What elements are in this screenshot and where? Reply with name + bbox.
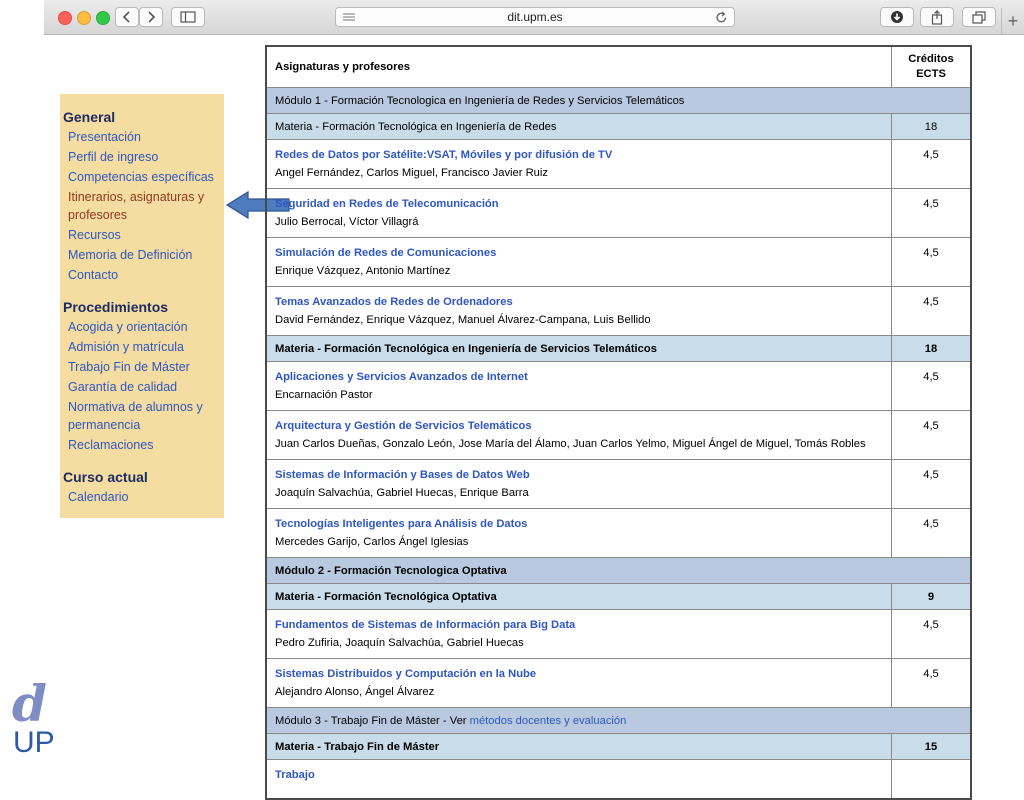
subject-credits: 4,5: [892, 610, 972, 659]
subject-cell: [266, 610, 892, 659]
subject-row: [266, 362, 971, 411]
subject-cell: [266, 362, 892, 411]
subject-professors: Juan Carlos Dueñas, Gonzalo León, Jose María del Álamo, Juan Carlos Yelmo, Miguel Ángel de Miguel, Tomás Robles: [275, 438, 866, 450]
subject-professors: Mercedes Garijo, Carlos Ángel Iglesias: [275, 536, 469, 548]
zoom-window-button[interactable]: [96, 11, 110, 25]
materia-credits: 18: [892, 336, 972, 362]
subject-link[interactable]: Aplicaciones y Servicios Avanzados de Internet: [275, 371, 528, 383]
subject-professors: Encarnación Pastor: [275, 389, 373, 401]
sidebar-item-memoria[interactable]: Memoria de Definición: [68, 248, 193, 262]
subject-link[interactable]: Arquitectura y Gestión de Servicios Telemáticos: [275, 420, 532, 432]
sidebar-item-normativa[interactable]: Normativa de alumnos y permanencia: [68, 400, 203, 432]
sidebar-heading-curso-actual: Curso actual: [63, 469, 148, 485]
sidebar-item-calendario[interactable]: Calendario: [68, 490, 129, 504]
materia-title: Materia - Formación Tecnológica en Ingeniería de Redes: [266, 114, 892, 140]
subject-credits: 4,5: [892, 411, 972, 460]
close-window-button[interactable]: [58, 11, 72, 25]
minimize-window-button[interactable]: [77, 11, 91, 25]
sidebar-item-presentacion[interactable]: Presentación: [68, 130, 141, 144]
subject-credits: 4,5: [892, 189, 972, 238]
subject-link[interactable]: Sistemas de Información y Bases de Datos Web: [275, 469, 530, 481]
module-text: Módulo 2 - Formación Tecnologica Optativa: [275, 564, 507, 577]
download-icon: [890, 10, 904, 24]
sidebar-item-itinerarios[interactable]: Itinerarios, asignaturas y profesores: [68, 190, 205, 222]
subject-professors: Alejandro Alonso, Ángel Álvarez: [275, 686, 435, 698]
subject-row: [266, 287, 971, 336]
sidebar-item-contacto[interactable]: Contacto: [68, 268, 119, 282]
subject-cell: [266, 140, 892, 189]
sidebar-heading-general: General: [63, 109, 116, 125]
materia-row: [266, 584, 971, 610]
subject-row: [266, 659, 971, 708]
back-icon: [122, 11, 132, 23]
subject-professors: Julio Berrocal, Víctor Villagrá: [275, 216, 419, 228]
subject-link[interactable]: Temas Avanzados de Redes de Ordenadores: [275, 296, 513, 308]
module-row: [266, 558, 971, 584]
subject-cell: [266, 460, 892, 509]
sidebar-item-competencias[interactable]: Competencias específicas: [68, 170, 214, 184]
sidebar-icon: [180, 11, 196, 23]
materia-credits: 18: [892, 114, 972, 140]
sidebar-item-recursos[interactable]: Recursos: [68, 228, 121, 242]
subject-row: [266, 140, 971, 189]
reload-icon[interactable]: [715, 11, 728, 24]
subject-row: [266, 238, 971, 287]
subject-credits: 4,5: [892, 460, 972, 509]
subject-cell: [266, 659, 892, 708]
subject-row: [266, 189, 971, 238]
subject-cell: [266, 189, 892, 238]
header-subjects: Asignaturas y profesores: [266, 46, 892, 88]
sidebar-item-admision[interactable]: Admisión y matrícula: [68, 340, 185, 354]
sidebar-toggle-button[interactable]: [171, 7, 205, 27]
subject-credits: 4,5: [892, 238, 972, 287]
new-tab-button[interactable]: [1001, 8, 1024, 34]
subject-row: [266, 509, 971, 558]
sidebar-heading-procedimientos: Procedimientos: [63, 299, 169, 315]
sidebar-item-tfm[interactable]: Trabajo Fin de Máster: [68, 360, 190, 374]
forward-icon: [146, 11, 156, 23]
subject-professors: Enrique Vázquez, Antonio Martínez: [275, 265, 451, 277]
tabs-overview-button[interactable]: [962, 7, 996, 27]
sidebar-nav: [60, 94, 224, 518]
module-title: [266, 88, 971, 114]
subject-professors: Joaquín Salvachúa, Gabriel Huecas, Enrique Barra: [275, 487, 529, 499]
plus-icon: +: [1007, 10, 1019, 31]
share-button[interactable]: [920, 7, 954, 27]
header-credits-line2: ECTS: [916, 68, 946, 80]
module-row: [266, 88, 971, 114]
subject-cell: [266, 411, 892, 460]
share-icon: [930, 10, 944, 25]
subject-credits: 4,5: [892, 287, 972, 336]
subject-credits: [892, 760, 972, 800]
materia-row: [266, 336, 971, 362]
subject-credits: 4,5: [892, 140, 972, 189]
subject-row: [266, 460, 971, 509]
table-header-row: [266, 46, 971, 88]
subject-row: [266, 411, 971, 460]
logo-letter: d: [12, 674, 47, 733]
module-title: [266, 558, 971, 584]
materia-credits: 9: [892, 584, 972, 610]
subject-professors: Angel Fernández, Carlos Miguel, Francisco Javier Ruiz: [275, 167, 548, 179]
materia-row: [266, 734, 971, 760]
module-text: Módulo 3 - Trabajo Fin de Máster - Ver: [275, 714, 470, 727]
address-bar[interactable]: [335, 7, 735, 27]
browser-toolbar: [44, 0, 1024, 35]
subject-link[interactable]: Seguridad en Redes de Telecomunicación: [275, 198, 499, 210]
upm-logo: [10, 674, 55, 768]
materia-row: [266, 114, 971, 140]
subject-professors: David Fernández, Enrique Vázquez, Manuel Álvarez-Campana, Luis Bellido: [275, 314, 651, 326]
header-credits-line1: Créditos: [908, 53, 954, 65]
downloads-button[interactable]: [880, 7, 914, 27]
sidebar-item-reclamaciones[interactable]: Reclamaciones: [68, 438, 154, 452]
subject-link[interactable]: Fundamentos de Sistemas de Información para Big Data: [275, 619, 576, 631]
subject-link[interactable]: Trabajo: [275, 769, 315, 781]
subject-link[interactable]: Simulación de Redes de Comunicaciones: [275, 247, 497, 259]
subject-link[interactable]: Redes de Datos por Satélite:VSAT, Móviles y por difusión de TV: [275, 149, 613, 161]
materia-title: Materia - Formación Tecnológica Optativa: [266, 584, 892, 610]
module-row: [266, 708, 971, 734]
subject-row: [266, 610, 971, 659]
module-title: [266, 708, 971, 734]
header-credits: [892, 46, 972, 88]
slide-margin: [0, 0, 44, 768]
subject-link[interactable]: Tecnologías Inteligentes para Análisis de Datos: [275, 518, 528, 530]
subject-cell: [266, 760, 892, 800]
subject-credits: 4,5: [892, 659, 972, 708]
subject-row: [266, 760, 971, 800]
tabs-icon: [972, 11, 986, 24]
subject-credits: 4,5: [892, 362, 972, 411]
materia-title: Materia - Trabajo Fin de Máster: [266, 734, 892, 760]
subject-cell: [266, 287, 892, 336]
materia-credits: 15: [892, 734, 972, 760]
back-button[interactable]: [115, 7, 139, 27]
logo-text: UP: [13, 726, 55, 759]
sidebar-item-calidad[interactable]: Garantía de calidad: [68, 380, 178, 394]
forward-button[interactable]: [139, 7, 163, 27]
url-text[interactable]: dit.upm.es: [507, 10, 563, 24]
materia-title: Materia - Formación Tecnológica en Ingeniería de Servicios Telemáticos: [266, 336, 892, 362]
module-link[interactable]: métodos docentes y evaluación: [469, 714, 627, 727]
subject-cell: [266, 238, 892, 287]
module-text: Módulo 1 - Formación Tecnologica en Ingeniería de Redes y Servicios Telemáticos: [275, 94, 685, 107]
subject-cell: [266, 509, 892, 558]
sidebar-item-acogida[interactable]: Acogida y orientación: [68, 320, 188, 334]
sidebar-item-perfil-ingreso[interactable]: Perfil de ingreso: [68, 150, 159, 164]
subject-professors: Pedro Zufiria, Joaquín Salvachúa, Gabriel Huecas: [275, 637, 524, 649]
subject-credits: 4,5: [892, 509, 972, 558]
subjects-table: [265, 45, 972, 800]
subject-link[interactable]: Sistemas Distribuidos y Computación en la Nube: [275, 668, 537, 680]
